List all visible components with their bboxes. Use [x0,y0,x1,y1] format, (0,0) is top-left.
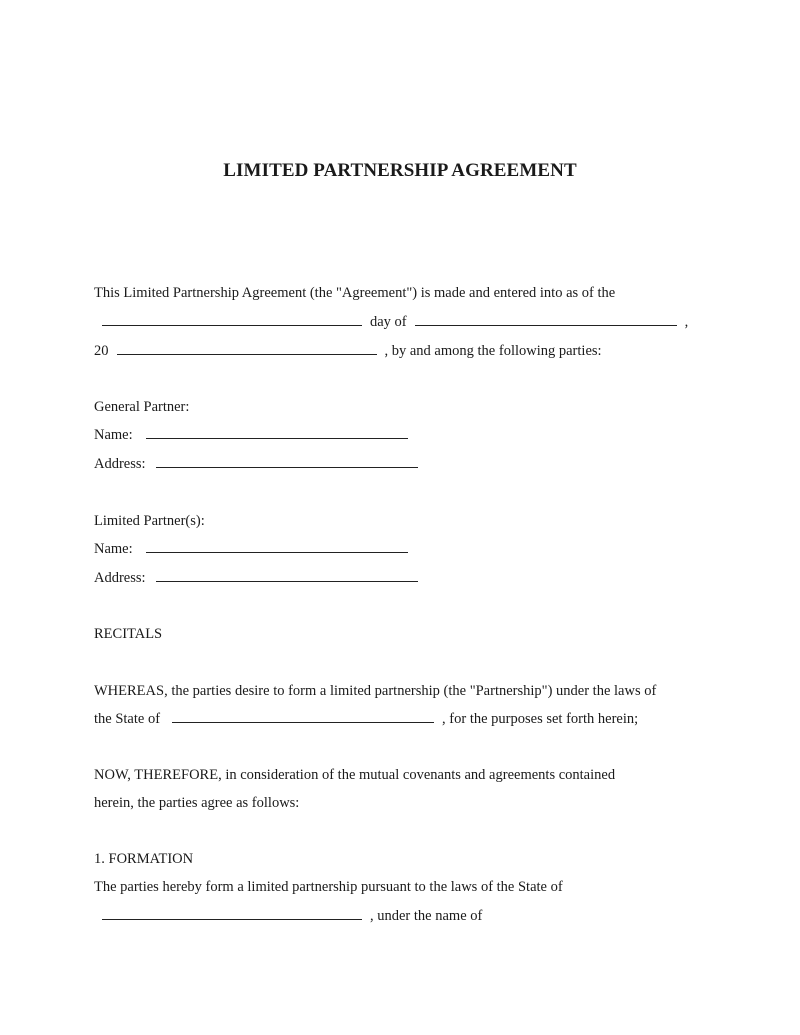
formation-heading: 1. FORMATION [94,851,194,867]
limited-partner-name-row [94,540,408,558]
formation-line-2 [102,907,482,925]
general-partner-address-row [94,455,418,473]
intro-line-3 [94,342,602,360]
gp-name-blank[interactable] [146,426,408,439]
recitals-heading: RECITALS [94,626,163,642]
gp-address-blank[interactable] [156,455,418,468]
year-prefix: 20 [94,343,109,359]
year-blank[interactable] [117,342,377,355]
gp-name-label: Name: [94,427,133,443]
month-blank[interactable] [415,313,677,326]
gp-address-label: Address: [94,456,146,472]
recitals-state-blank[interactable] [172,710,434,723]
lp-address-blank[interactable] [156,569,418,582]
lp-name-blank[interactable] [146,540,408,553]
state-of-text: the State of [94,711,161,727]
document-title: LIMITED PARTNERSHIP AGREEMENT [223,160,577,181]
under-name-text: , under the name of [370,908,483,924]
intro-line-1 [94,284,615,302]
limited-partner-address-row [94,569,418,587]
comma-text: , [684,314,689,330]
general-partner-heading: General Partner: [94,399,190,415]
formation-line-1: The parties hereby form a limited partnership pursuant to the laws of the State of [94,879,563,895]
whereas-line-1: WHEREAS, the parties desire to form a limited partnership (the "Partnership") under the laws of [94,683,657,699]
intro-text: This Limited Partnership Agreement (the "Agreement") is made and entered into as of the [94,285,616,301]
lp-name-label: Name: [94,541,133,557]
whereas-line-2 [94,710,638,728]
day-blank[interactable] [102,313,362,326]
intro-line-2 [102,313,688,331]
general-partner-name-row [94,426,408,444]
now-therefore-line-1: NOW, THEREFORE, in consideration of the mutual covenants and agreements contained [94,767,616,783]
now-therefore-line-2: herein, the parties agree as follows: [94,795,300,811]
day-of-text: day of [370,314,407,330]
purposes-text: , for the purposes set forth herein; [442,711,639,727]
among-text: , by and among the following parties: [384,343,602,359]
lp-address-label: Address: [94,570,146,586]
limited-partners-heading: Limited Partner(s): [94,513,205,529]
formation-state-blank[interactable] [102,907,362,920]
